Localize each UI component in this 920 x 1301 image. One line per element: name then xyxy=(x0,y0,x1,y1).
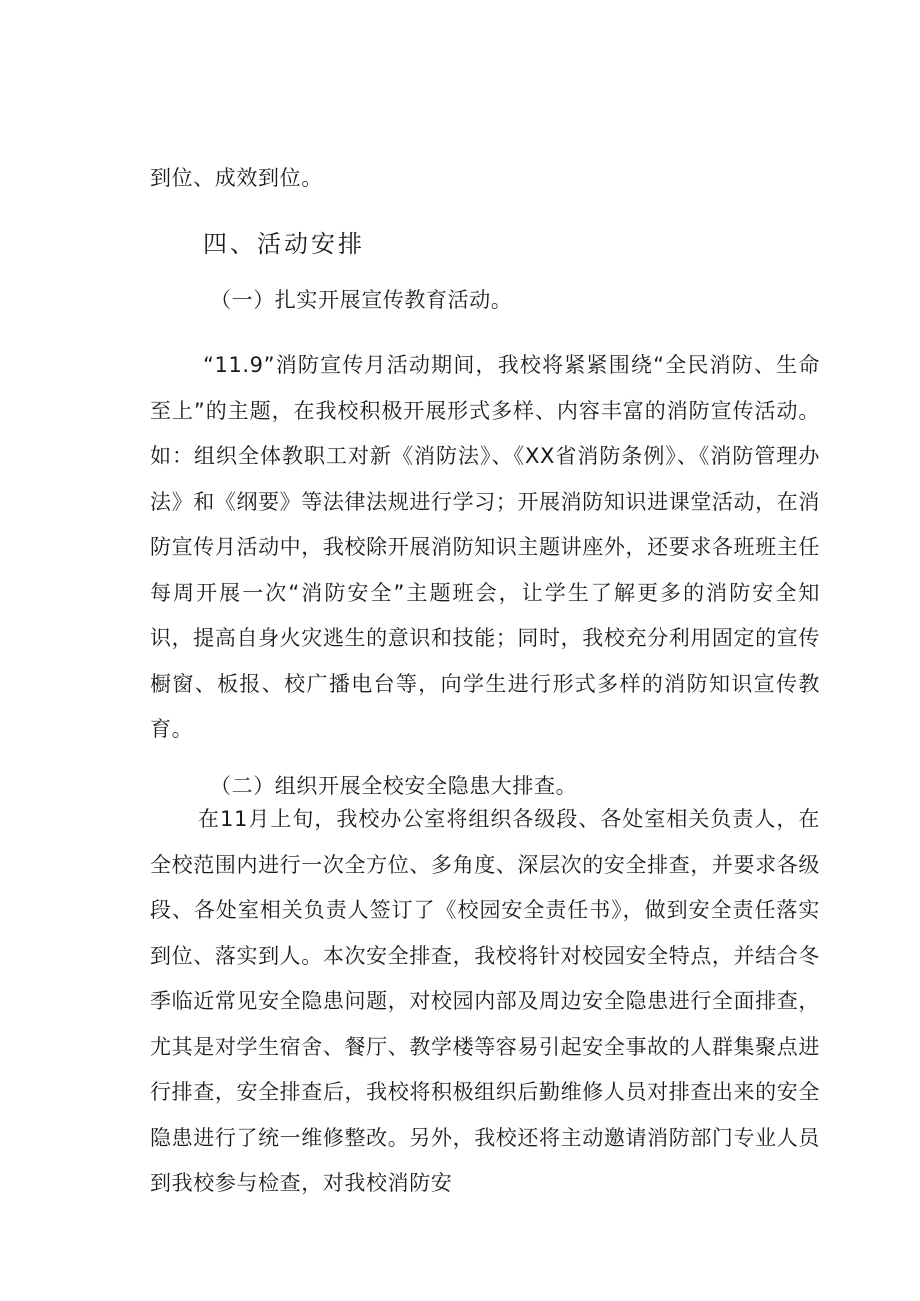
subsection-body-1: “11.9”消防宣传月活动期间，我校将紧紧围绕“全民消防、生命至上”的主题，在我校积极开展形式多样、内容丰富的消防宣传活动。如：组织全体教职工对新《消防法》、《XX省消防条例》、《消防管理办法》和《纲要》等法律法规进行学习；开展消防知识进课堂活动，在消防宣传月活动中，我校除开展消防知识主题讲座外，还要求各班班主任每周开展一次“消防安全”主题班会，让学生了解更多的消防安全知识，提高自身火灾逃生的意识和技能；同时，我校充分利用固定的宣传橱窗、板报、校广播电台等，向学生进行形式多样的消防知识宣传教育。 xyxy=(150,353,820,741)
continuation-paragraph: 到位、成效到位。 xyxy=(150,166,323,190)
subsection-body-2: 在11月上旬，我校办公室将组织各级段、各处室相关负责人，在全校范围内进行一次全方位、多角度、深层次的安全排查，并要求各级段、各处室相关负责人签订了《校园安全责任书》，做到安全责任落实到位、落实到人。本次安全排查，我校将针对校园安全特点，并结合冬季临近常见安全隐患问题，对校园内部及周边安全隐患进行全面排查，尤其是对学生宿舍、餐厅、教学楼等容易引起安全事故的人群集聚点进行排查，安全排查后，我校将积极组织后勤维修人员对排查出来的安全隐患进行了统一维修整改。另外，我校还将主动邀请消防部门专业人员到我校参与检查，对我校消防安 xyxy=(150,807,820,1195)
subsection-title-1: （一）扎实开展宣传教育活动。 xyxy=(210,288,513,312)
subsection-title-2: （二）组织开展全校安全隐患大排查。 xyxy=(210,774,578,798)
section-heading: 四、活动安排 xyxy=(203,230,365,258)
